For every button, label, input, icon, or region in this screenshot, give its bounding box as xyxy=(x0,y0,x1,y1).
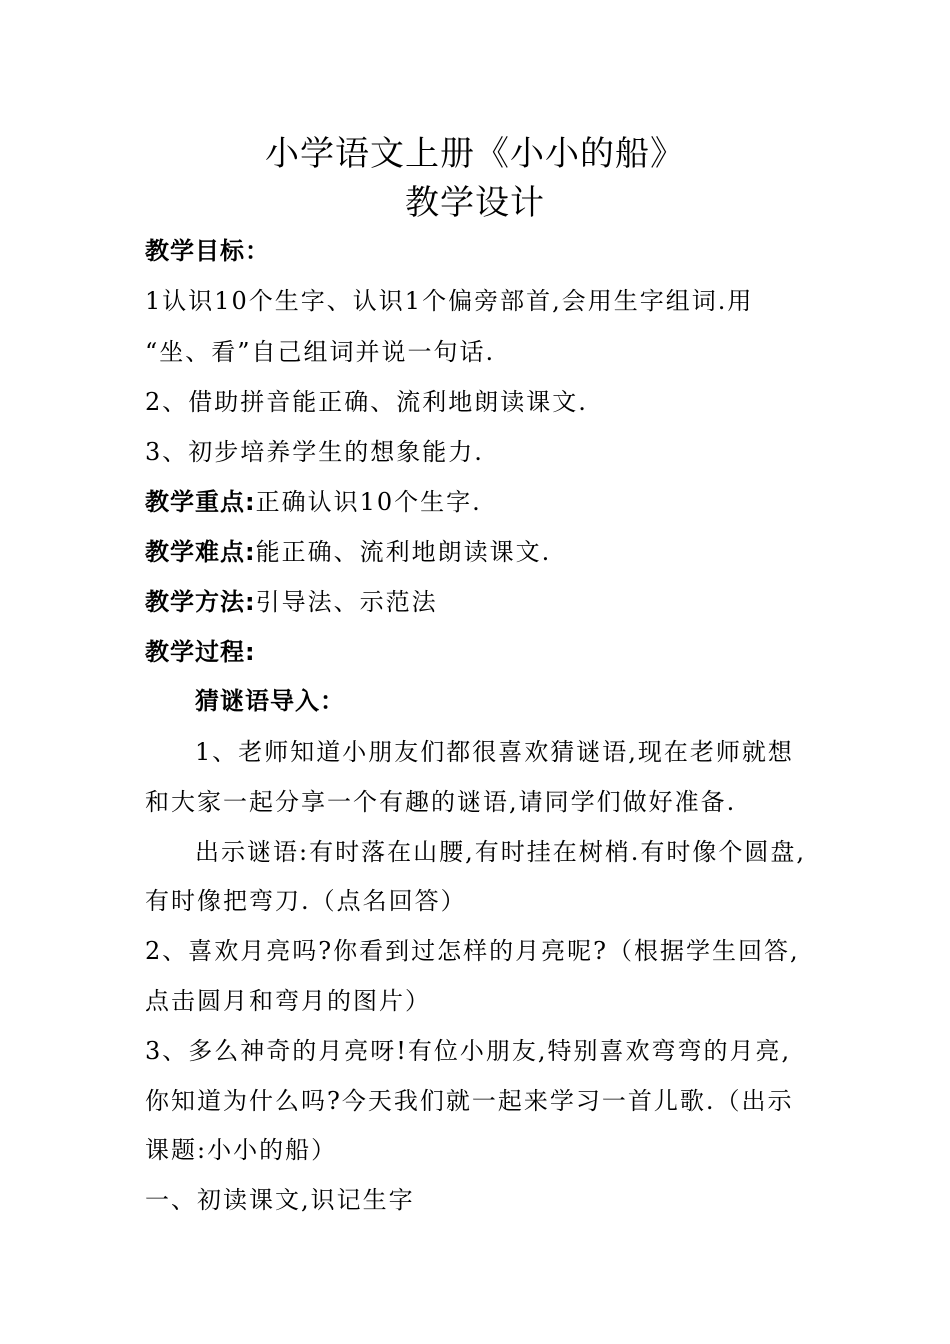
section-1-heading: 一、初读课文,识记生字 xyxy=(145,1186,415,1214)
step-2-line-2: 点击圆月和弯月的图片） xyxy=(145,987,431,1015)
riddle-line-2: 有时像把弯刀.（点名回答） xyxy=(145,887,467,915)
step-3-line-2: 你知道为什么吗?今天我们就一起来学习一首儿歌.（出示 xyxy=(145,1087,794,1115)
step-3-line-1: 3、多么神奇的月亮呀!有位小朋友,特别喜欢弯弯的月亮, xyxy=(145,1037,792,1065)
key-point-text: 正确认识10个生字. xyxy=(255,488,482,516)
difficulty-text: 能正确、流利地朗读课文. xyxy=(255,538,552,566)
difficulty-row xyxy=(145,535,551,569)
step-1-line-2: 和大家一起分享一个有趣的谜语,请同学们做好准备. xyxy=(145,788,737,816)
objectives-heading: 教学目标： xyxy=(145,237,270,265)
riddle-heading: 猜谜语导入： xyxy=(195,687,345,715)
objective-2: 2、借助拼音能正确、流利地朗读课文. xyxy=(145,388,588,416)
step-1-line-1: 1、老师知道小朋友们都很喜欢猜谜语,现在老师就想 xyxy=(195,738,794,766)
objective-3: 3、初步培养学生的想象能力. xyxy=(145,438,484,466)
objective-1-line-1: 1认识10个生字、认识1个偏旁部首,会用生字组词.用 xyxy=(145,287,754,315)
page-subtitle: 教学设计 xyxy=(405,183,545,223)
step-3-line-3: 课题:小小的船） xyxy=(145,1136,338,1164)
method-text: 引导法、示范法 xyxy=(255,588,438,616)
step-2-line-1: 2、喜欢月亮吗?你看到过怎样的月亮呢?（根据学生回答, xyxy=(145,937,800,965)
method-label: 教学方法: xyxy=(145,588,256,616)
objective-1-line-2: “坐、看”自己组词并说一句话. xyxy=(145,338,496,366)
riddle-line-1: 出示谜语:有时落在山腰,有时挂在树梢.有时像个圆盘, xyxy=(195,838,806,866)
difficulty-label: 教学难点: xyxy=(145,538,256,566)
page-title: 小学语文上册《小小的船》 xyxy=(265,134,685,174)
method-row xyxy=(145,585,438,619)
process-heading: 教学过程: xyxy=(145,638,256,666)
key-point-row xyxy=(145,485,482,519)
key-point-label: 教学重点: xyxy=(145,488,256,516)
